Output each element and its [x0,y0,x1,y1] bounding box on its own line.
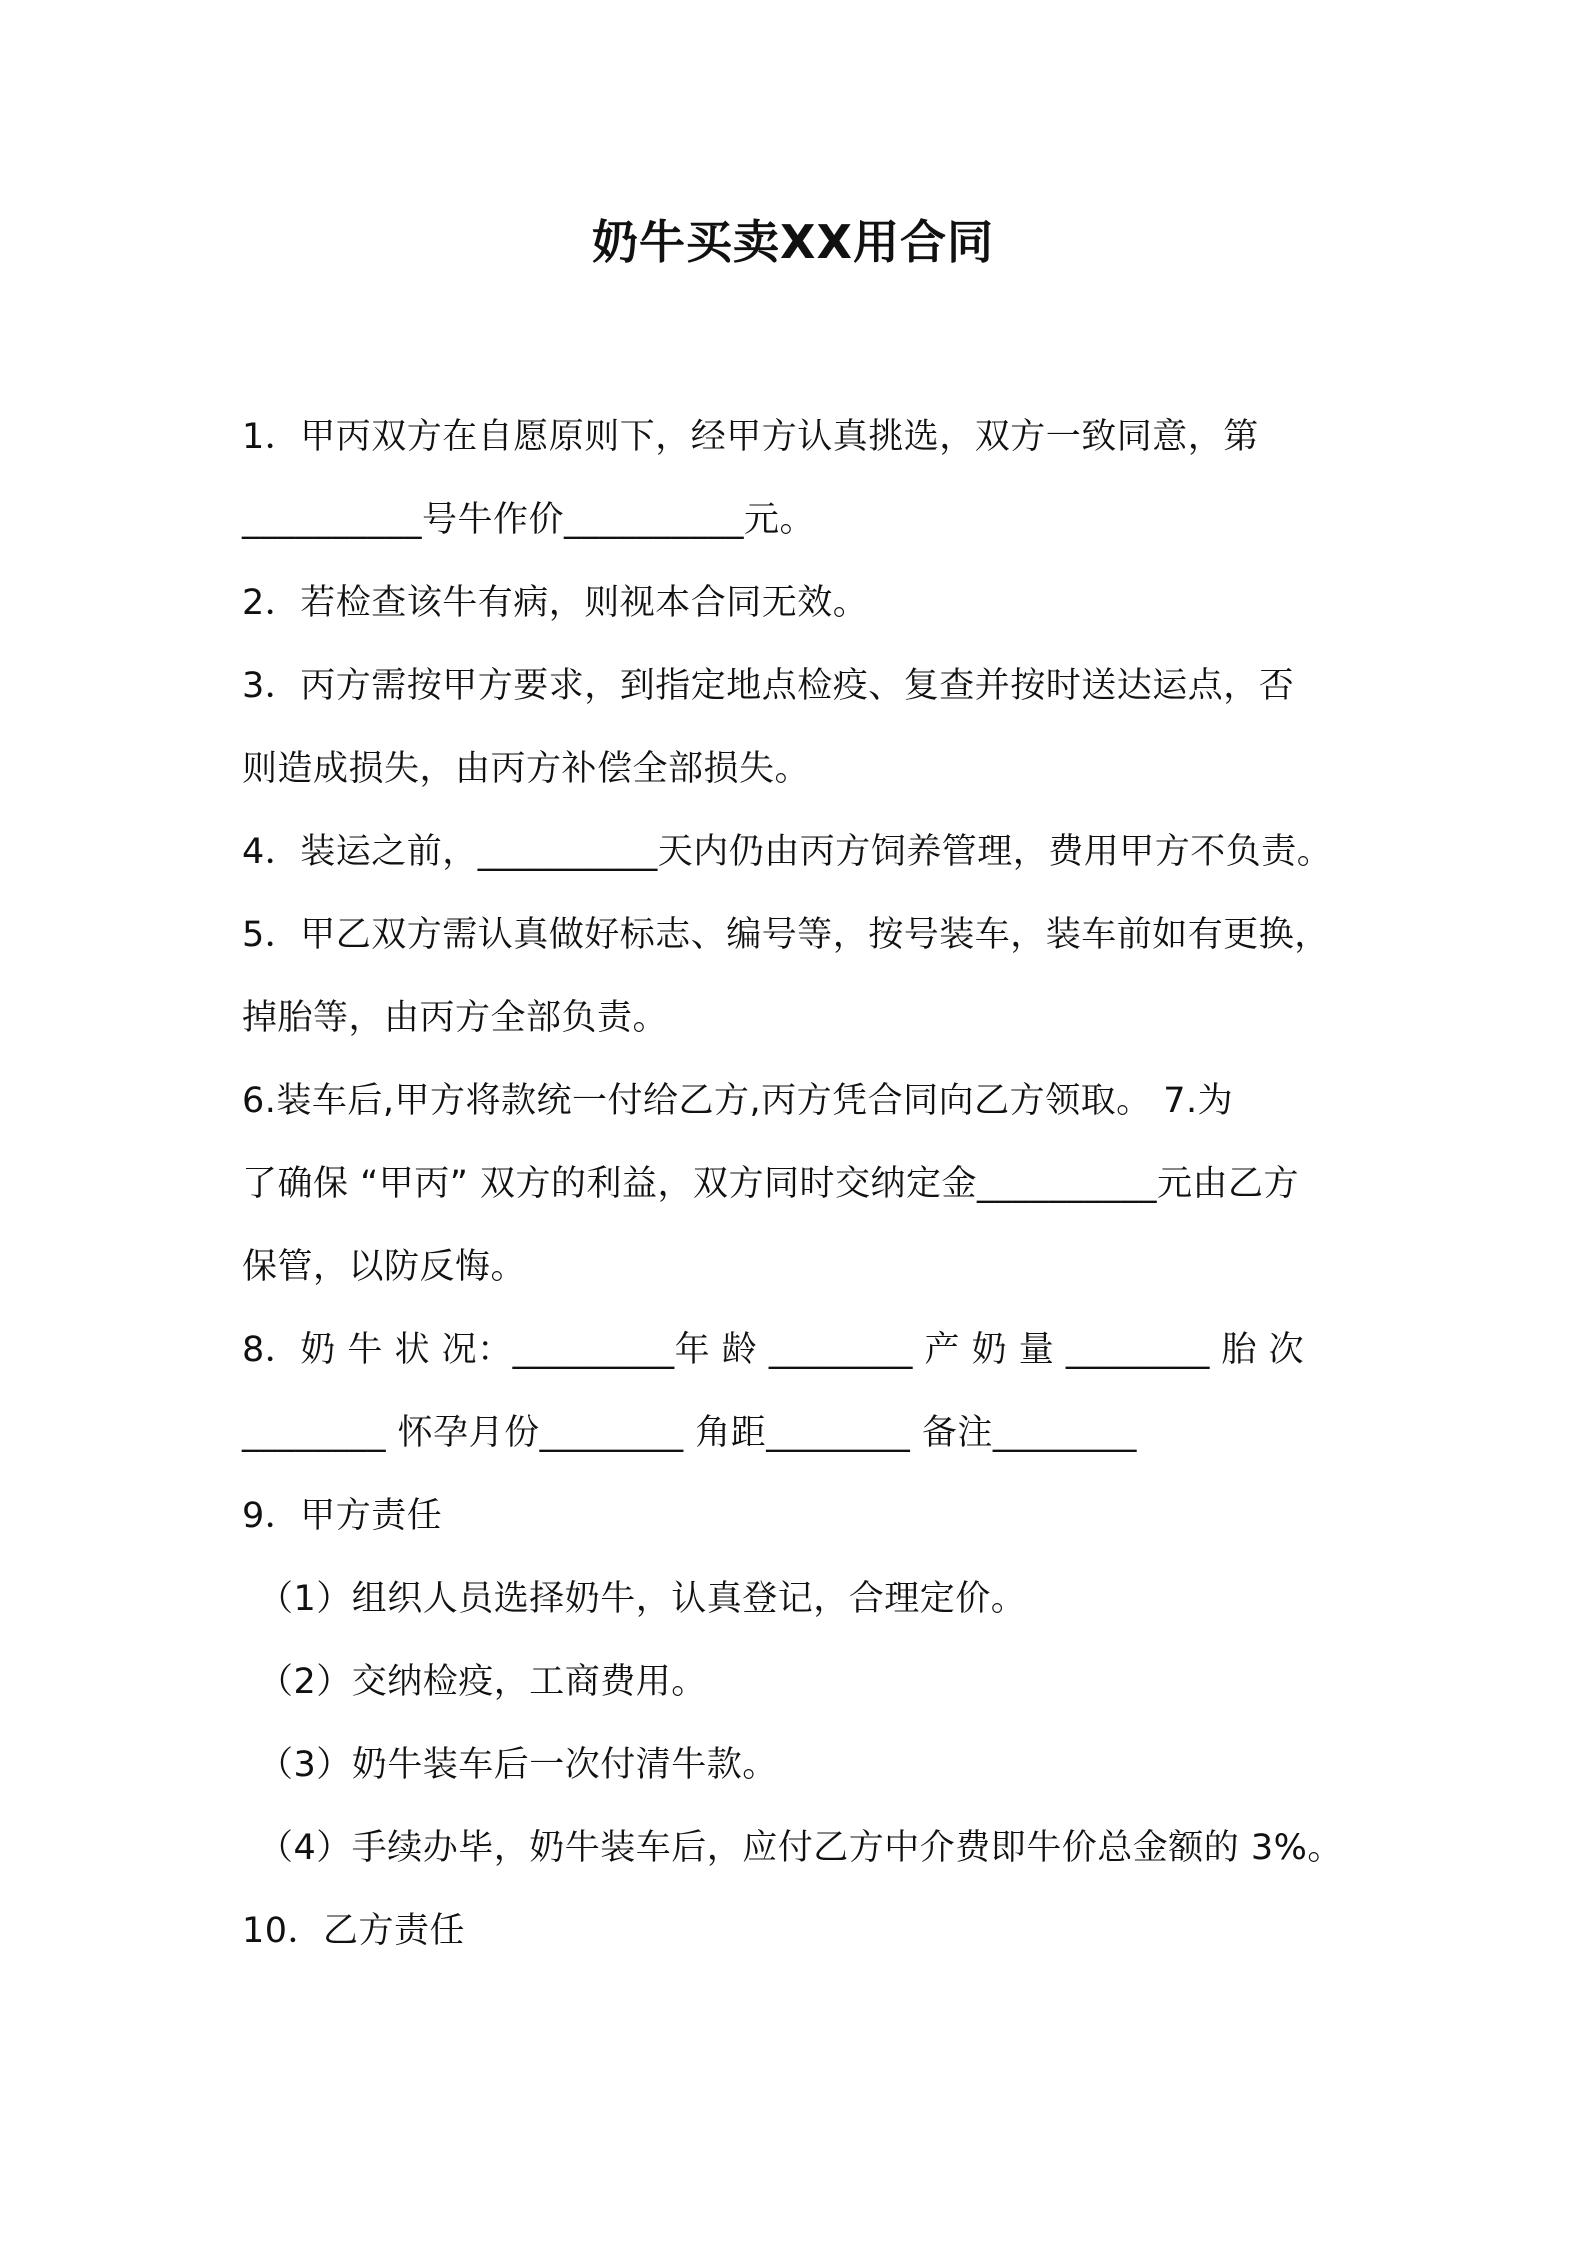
clause-8-line-2: ________ 怀孕月份________ 角距________ 备注________ [242,1413,1137,1453]
clause-8-line-1: 8．奶 牛 状 况：_________年 龄 ________ 产 奶 量 ________ 胎 次 [242,1330,1305,1370]
clause-9-item-2: （2）交纳检疫，工商费用。 [258,1662,707,1702]
clause-2-line-1: 2．若检查该牛有病，则视本合同无效。 [242,583,869,623]
document-title: 奶牛买卖XX用合同 [592,215,994,269]
clause-7-line-2: 保管，以防反悔。 [242,1247,527,1287]
clause-3-line-2: 则造成损失，由丙方补偿全部损失。 [242,749,811,789]
clause-10-heading: 10．乙方责任 [242,1911,466,1951]
clause-9-item-1: （1）组织人员选择奶牛，认真登记，合理定价。 [258,1579,1027,1619]
clause-9-item-3: （3）奶牛装车后一次付清牛款。 [258,1745,778,1785]
clause-6-line-1: 6.装车后,甲方将款统一付给乙方,丙方凭合同向乙方领取。 7.为 [242,1081,1234,1121]
clause-4-line-1: 4．装运之前，__________天内仍由丙方饲养管理，费用甲方不负责。 [242,832,1333,872]
clause-3-line-1: 3．丙方需按甲方要求，到指定地点检疫、复查并按时送达运点，否 [242,666,1295,706]
clause-1-line-2: __________号牛作价__________元。 [242,500,816,540]
clause-5-line-2: 掉胎等，由丙方全部负责。 [242,998,669,1038]
clause-9-heading: 9．甲方责任 [242,1496,443,1536]
clause-7-line-1: 了确保 “甲丙” 双方的利益，双方同时交纳定金__________元由乙方 [242,1164,1300,1204]
clause-5-line-1: 5．甲乙双方需认真做好标志、编号等，按号装车，装车前如有更换， [242,915,1330,955]
clause-9-item-4: （4）手续办毕，奶牛装车后，应付乙方中介费即牛价总金额的 3%。 [258,1828,1343,1868]
clause-1-line-1: 1．甲丙双方在自愿原则下，经甲方认真挑选，双方一致同意，第 [242,417,1259,457]
